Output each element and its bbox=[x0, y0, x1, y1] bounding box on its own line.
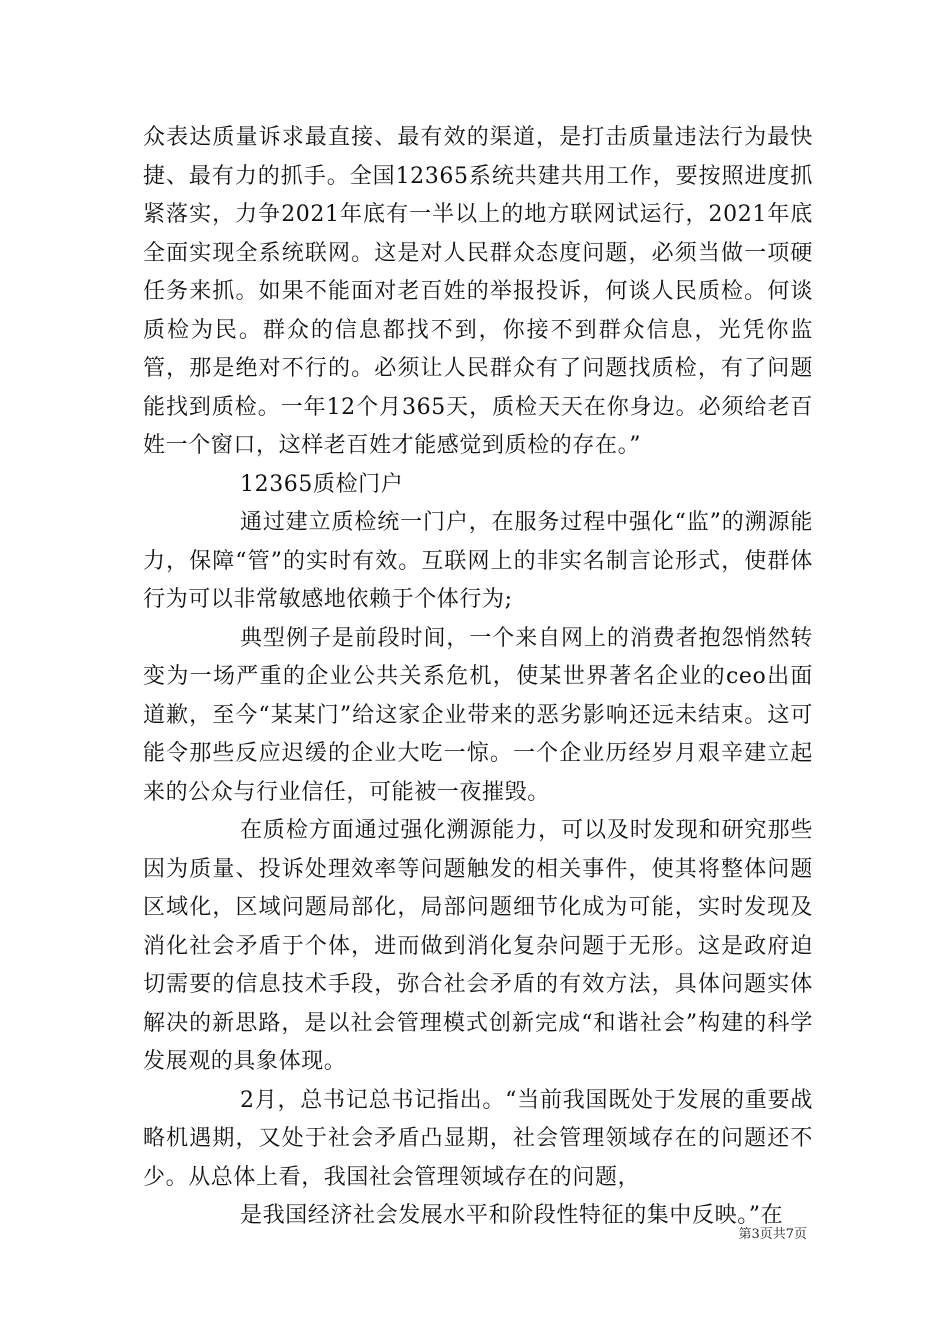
paragraph: 是我国经济社会发展水平和阶段性特征的集中反映。”在 bbox=[240, 1203, 784, 1228]
section-heading: 12365质检门户 bbox=[240, 471, 404, 497]
paragraph: 2月，总书记总书记指出。“当前我国既处于发展的重要战略机遇期，又处于社会矛盾凸显期，社会管理领域存在的问题还不少。从总体上看，我国社会管理领域存在的问题， bbox=[143, 1087, 813, 1190]
paragraph: 典型例子是前段时间，一个来自网上的消费者抱怨悄然转变为一场严重的企业公共关系危机，使某世界著名企业的ceo出面道歉，至今“某某门”给这家企业带来的恶劣影响还远未结束。这可能令那些反应迟缓的企业大吃一惊。一个企业历经岁月艰辛建立起来的公众与行业信任，可能被一夜摧毁。 bbox=[143, 625, 813, 805]
paragraph-continued: 众表达质量诉求最直接、最有效的渠道，是打击质量违法行为最快捷、最有力的抓手。全国12365系统共建共用工作，要按照进度抓紧落实，力争2021年底有一半以上的地方联网试运行，2021年底全面实现全系统联网。这是对人民群众态度问题，必须当做一项硬任务来抓。如果不能面对老百姓的举报投诉，何谈人民质检。何谈质检为民。群众的信息都找不到，你接不到群众信息，光凭你监管，那是绝对不行的。必须让人民群众有了问题找质检，有了问题能找到质检。一年12个月365天，质检天天在你身边。必须给老百姓一个窗口，这样老百姓才能感觉到质检的存在。” bbox=[143, 125, 813, 458]
document-body bbox=[143, 119, 813, 1236]
paragraph: 通过建立质检统一门户，在服务过程中强化“监”的溯源能力，保障“管”的实时有效。互联网上的非实名制言论形式，使群体行为可以非常敏感地依赖于个体行为; bbox=[143, 510, 813, 612]
page-number: 第3页共7页 bbox=[738, 1227, 807, 1242]
paragraph: 在质检方面通过强化溯源能力，可以及时发现和研究那些因为质量、投诉处理效率等问题触发的相关事件，使其将整体问题区域化，区域问题局部化，局部问题细节化成为可能，实时发现及消化社会矛盾于个体，进而做到消化复杂问题于无形。这是政府迫切需要的信息技术手段，弥合社会矛盾的有效方法，具体问题实体解决的新思路，是以社会管理模式创新完成“和谐社会”构建的科学发展观的具象体现。 bbox=[143, 818, 813, 1074]
